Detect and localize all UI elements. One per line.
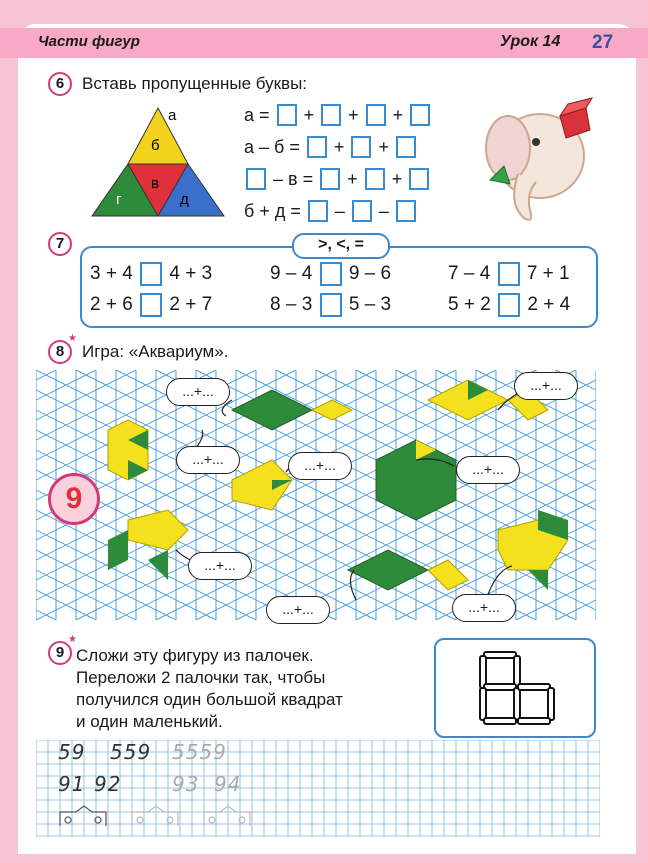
eq-op: + <box>333 136 345 157</box>
answer-box[interactable] <box>246 168 266 190</box>
letter-triangle <box>88 104 228 220</box>
star-icon: ★ <box>68 634 77 645</box>
comparison-signs: >, <, = <box>292 233 390 259</box>
comparison-2 <box>270 262 391 286</box>
elephant-ear <box>486 116 530 180</box>
task-6-number: 6 <box>48 72 72 96</box>
triangle-part-b <box>128 108 188 164</box>
eq-op: + <box>348 104 359 125</box>
handwriting-5559: 5559 <box>172 740 227 764</box>
lesson-title: Урок 14 <box>500 33 561 50</box>
label-g: г <box>116 191 122 208</box>
answer-box[interactable] <box>320 168 340 190</box>
answer-box[interactable] <box>277 104 297 126</box>
expr-left: 9 – 4 <box>270 263 313 285</box>
answer-box[interactable] <box>410 104 430 126</box>
expr-left: 3 + 4 <box>90 263 133 285</box>
aquarium-grid <box>36 370 596 620</box>
handwriting-91: 91 <box>58 772 86 796</box>
sign-box[interactable] <box>140 293 162 317</box>
label-v: в <box>151 175 159 192</box>
label-b: б <box>151 137 160 154</box>
expr-right: 9 – 6 <box>348 263 392 285</box>
sign-box[interactable] <box>140 262 162 286</box>
expr-left: 7 – 4 <box>448 263 491 285</box>
answer-box[interactable] <box>366 104 386 126</box>
eq-op: + <box>378 136 389 157</box>
fish-2-yellow-green <box>108 420 148 480</box>
sign-box[interactable] <box>498 262 520 286</box>
expr-left: 8 – 3 <box>270 294 313 316</box>
handwriting-92: 92 <box>94 772 122 796</box>
expr-right: 2 + 4 <box>527 294 571 316</box>
sum-bubble[interactable]: ...+... <box>514 372 578 400</box>
sum-bubble[interactable]: ...+... <box>166 378 230 406</box>
answer-box[interactable] <box>396 200 416 222</box>
sum-bubble[interactable]: ...+... <box>452 594 516 622</box>
equation-row-2 <box>244 136 418 158</box>
section-title: Части фигур <box>38 33 140 50</box>
expr-right: 5 – 3 <box>348 294 392 316</box>
equation-row-4 <box>244 200 418 222</box>
answer-box[interactable] <box>396 136 416 158</box>
label-d: д <box>180 191 189 208</box>
pattern-row <box>60 806 250 826</box>
eq-op: – <box>378 200 389 221</box>
eq-op: + <box>391 168 403 189</box>
page-number: 27 <box>592 32 614 53</box>
answer-box[interactable] <box>365 168 385 190</box>
eq-left: а = <box>244 104 270 125</box>
fish-3-yellow <box>232 460 292 510</box>
answer-box[interactable] <box>409 168 429 190</box>
page-side-badge: 9 <box>48 473 100 525</box>
comparison-3 <box>448 262 570 286</box>
expr-left: 5 + 2 <box>448 294 491 316</box>
answer-box[interactable] <box>307 136 327 158</box>
task-8-text: Игра: «Аквариум». <box>82 342 229 361</box>
comparison-1 <box>90 262 212 286</box>
answer-box[interactable] <box>321 104 341 126</box>
sign-box[interactable] <box>320 262 342 286</box>
handwriting-559: 559 <box>110 740 152 764</box>
task-9-number: 9 <box>48 641 72 665</box>
task-9-line-1: Сложи эту фигуру из палочек. <box>76 646 314 665</box>
handwriting-93: 93 <box>172 772 200 796</box>
fish-4-green <box>376 440 456 520</box>
task-8-number: 8 <box>48 340 72 364</box>
expr-right: 2 + 7 <box>169 294 213 316</box>
matchstick-figure <box>436 640 596 738</box>
equation-row-3 <box>244 168 431 190</box>
eq-left: – в = <box>273 168 314 189</box>
task-9-line-4: и один маленький. <box>76 712 223 731</box>
sum-bubble[interactable]: ...+... <box>188 552 252 580</box>
task-7-number: 7 <box>48 232 72 256</box>
sum-bubble[interactable]: ...+... <box>288 452 352 480</box>
star-icon: ★ <box>68 333 77 344</box>
sum-bubble[interactable]: ...+... <box>266 596 330 624</box>
eq-left: б + д = <box>244 200 301 221</box>
sum-bubble[interactable]: ...+... <box>456 456 520 484</box>
task-6-text: Вставь пропущенные буквы: <box>82 74 308 93</box>
handwriting-94: 94 <box>214 772 242 796</box>
answer-box[interactable] <box>308 200 328 222</box>
sum-bubble[interactable]: ...+... <box>176 446 240 474</box>
expr-right: 4 + 3 <box>169 263 213 285</box>
elephant-eye <box>532 138 540 146</box>
comparison-5 <box>270 293 391 317</box>
expr-right: 7 + 1 <box>526 263 570 285</box>
eq-op: – <box>334 200 345 221</box>
handwriting-59: 59 <box>58 740 86 764</box>
comparison-6 <box>448 293 570 317</box>
equation-row-1 <box>244 104 432 126</box>
eq-op: + <box>392 104 404 125</box>
task-9-line-3: получился один большой квадрат <box>76 690 343 709</box>
eq-op: + <box>347 168 358 189</box>
sign-box[interactable] <box>320 293 342 317</box>
label-a: а <box>168 107 177 124</box>
answer-box[interactable] <box>352 200 372 222</box>
comparison-4 <box>90 293 212 317</box>
sign-box[interactable] <box>498 293 520 317</box>
eq-left: а – б = <box>244 136 300 157</box>
expr-left: 2 + 6 <box>90 294 133 316</box>
task-9-figure-box <box>434 638 596 738</box>
answer-box[interactable] <box>351 136 371 158</box>
task-9-line-2: Переложи 2 палочки так, чтобы <box>76 668 326 687</box>
eq-op: + <box>303 104 315 125</box>
elephant-illustration <box>478 86 598 226</box>
fish-1-green <box>232 390 352 430</box>
